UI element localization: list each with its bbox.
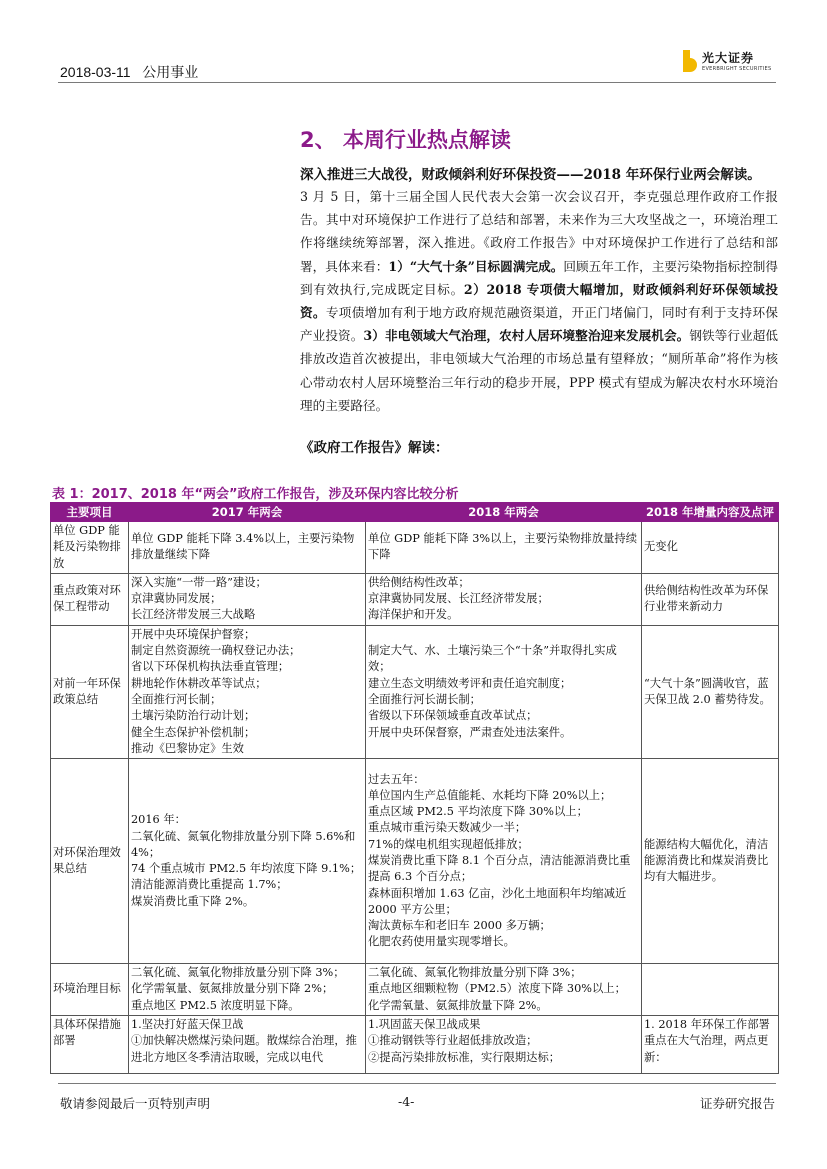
cell-line: 清洁能源消费比重提高 1.7%；	[131, 878, 288, 892]
cell-line: 供给侧结构性改革；	[368, 575, 470, 589]
cell-comment	[642, 522, 779, 574]
cell-line: 74 个重点城市 PM2.5 年均浓度下降 9.1%；	[131, 862, 362, 876]
cell-line: 开展中央环境保护督察；	[131, 627, 256, 641]
cell-comment-text: 能源结构大幅优化，清洁能源消费比和煤炭消费比均有大幅进步。	[644, 837, 769, 884]
cell-line: 二氧化硫、氮氧化物排放量分别下降 5.6%和 4%；	[131, 829, 356, 859]
cell-line: 2016 年：	[131, 813, 186, 827]
cell-line: 森林面积增加 1.63 亿亩，沙化土地面积年均缩减近 2000 平方公里；	[368, 886, 627, 916]
cell-line: 省级以下环保领域垂直改革试点；	[368, 709, 538, 723]
cell-comment-text: 1. 2018 年环保工作部署重点在大气治理，两点更新：	[644, 1018, 770, 1064]
logo-text-cn: 光大证券	[702, 51, 755, 65]
section-title: 2、 本周行业热点解读	[300, 128, 511, 152]
cell-line: 二氧化硫、氮氧化物排放量分别下降 3%；	[131, 966, 345, 980]
page-number: -4-	[398, 1094, 415, 1109]
header-date-sector	[60, 62, 198, 82]
cell-line: 化学需氧量、氨氮排放量下降 2%。	[368, 998, 548, 1012]
cell-item	[51, 522, 129, 574]
cell-comment	[642, 1016, 779, 1074]
col-header-comment: 2018 年增量内容及点评	[642, 503, 779, 522]
cell-line: 71%的煤电机组实现超低排放；	[368, 837, 529, 851]
cell-comment	[642, 759, 779, 964]
cell-line: 开展中央环保督察，严肃查处违法案件。	[368, 725, 572, 739]
para-bold-3: 3）非电领域大气治理，农村人居环境整治迎来发展机会。	[363, 328, 690, 344]
cell-line: 过去五年：	[368, 772, 425, 786]
cell-line: 二氧化硫、氮氧化物排放量分别下降 3%；	[368, 966, 582, 980]
para-text-3: 专项债增加有利于地方政府规范融资渠道，开正门堵偏门，同时有利于支持环保产业投资。	[300, 305, 779, 344]
cell-line: 土壤污染防治行动计划；	[131, 709, 256, 723]
para-text-2: 回顾五年工作，主要污染物指标控制得到有效执行,完成既定目标。	[300, 258, 779, 297]
cell-item	[51, 964, 129, 1016]
cell-y2017	[129, 625, 366, 758]
cell-line: 健全生态保护补偿机制；	[131, 725, 256, 739]
cell-line: 京津冀协同发展；	[131, 592, 222, 606]
col-header-2018: 2018 年两会	[366, 503, 642, 522]
cell-y2018	[366, 522, 642, 574]
cell-line: 推动《巴黎协定》生效	[131, 741, 244, 755]
cell-line: 单位国内生产总值能耗、水耗均下降 20%以上；	[368, 788, 612, 802]
logo-mark-icon	[683, 50, 697, 72]
cell-line: 化学需氧量、氨氮排放量分别下降 2%；	[131, 982, 334, 996]
cell-comment-text: 供给侧结构性改革为环保行业带来新动力	[644, 584, 769, 614]
logo-text-en: EVERBRIGHT SECURITIES	[702, 66, 772, 72]
cell-line: ①加快解决燃煤污染问题。散煤综合治理，推进北方地区冬季清洁取暖，完成以电代	[131, 1034, 357, 1064]
comparison-table	[50, 502, 779, 1074]
cell-y2018	[366, 573, 642, 625]
cell-line: 全面推行河长湖长制；	[368, 692, 481, 706]
cell-line: 1.坚决打好蓝天保卫战	[131, 1018, 244, 1032]
cell-y2017	[129, 522, 366, 574]
cell-y2018	[366, 1016, 642, 1074]
cell-line: 制定自然资源统一确权登记办法；	[131, 644, 301, 658]
cell-line: 重点地区细颗粒物（PM2.5）浓度下降 30%以上；	[368, 982, 626, 996]
cell-item-text: 对前一年环保政策总结	[53, 676, 121, 706]
table-row	[51, 625, 779, 758]
cell-item	[51, 625, 129, 758]
cell-comment-text: “大气十条”圆满收官，蓝天保卫战 2.0 蓄势待发。	[644, 676, 771, 706]
cell-comment	[642, 573, 779, 625]
para-bold-2: 2）2018 专项债大幅增加，财政倾斜利好环保领域投资。	[300, 281, 778, 321]
footer-doc-type: 证券研究报告	[700, 1096, 776, 1111]
cell-line: 单位 GDP 能耗下降 3%以上，主要污染物排放量持续下降	[368, 532, 638, 562]
cell-line: ①推动钢铁等行业超低排放改造；	[368, 1034, 538, 1048]
header-divider	[58, 82, 776, 83]
cell-line: 建立生态文明绩效考评和责任追究制度；	[368, 676, 572, 690]
footer-divider	[58, 1083, 776, 1084]
cell-line: 长江经济带发展三大战略	[131, 608, 256, 622]
table-row	[51, 964, 779, 1016]
para-text-1: 3 月 5 日，第十三届全国人民代表大会第一次会议召开，李克强总理作政府工作报告。其中对环境保护工作进行了总结和部署，未来作为三大攻坚战之一，环境治理工作将继续统筹部署，深入推进。《政府工作报告》中对环境保护工作进行了总结和部署，具体来看：	[300, 189, 778, 274]
cell-line: ②提高污染排放标准，实行限期达标；	[368, 1050, 561, 1064]
cell-line: 省以下环保机构执法垂直管理；	[131, 660, 290, 674]
report-label: 《政府工作报告》解读：	[300, 440, 449, 456]
footer-disclaimer: 敬请参阅最后一页特别声明	[60, 1096, 211, 1111]
cell-y2018	[366, 759, 642, 964]
cell-item	[51, 759, 129, 964]
cell-y2018	[366, 964, 642, 1016]
cell-line: 全面推行河长制；	[131, 692, 222, 706]
header-date: 2018-03-11	[60, 64, 131, 80]
table-title: 表 1：2017、2018 年“两会”政府工作报告，涉及环保内容比较分析	[52, 487, 459, 502]
cell-y2017	[129, 573, 366, 625]
cell-y2018	[366, 625, 642, 758]
table-row	[51, 759, 779, 964]
cell-item-text: 具体环保措施部署	[53, 1018, 121, 1048]
cell-item-text: 单位 GDP 能耗及污染物排放	[53, 524, 121, 570]
cell-item-text: 重点政策对环保工程带动	[53, 584, 121, 614]
col-header-2017: 2017 年两会	[129, 503, 366, 522]
body-paragraph	[300, 185, 778, 417]
table-row	[51, 1016, 779, 1074]
cell-item	[51, 573, 129, 625]
cell-y2017	[129, 1016, 366, 1074]
para-bold-1: 1）“大气十条”目标圆满完成。	[388, 258, 564, 274]
cell-line: 化肥农药使用量实现零增长。	[368, 935, 515, 949]
cell-item-text: 环境治理目标	[53, 982, 121, 996]
cell-line: 制定大气、水、土壤污染三个“十条”并取得扎实成效；	[368, 644, 617, 674]
para-text-4: 钢铁等行业超低排放改造首次被提出，非电领域大气治理的市场总量有望释放；“厕所革命”将作为核心带动农村人居环境整治三年行动的稳步开展，PPP 模式有望成为解决农村水环境治理的主要路径。	[300, 328, 779, 413]
cell-comment	[642, 625, 779, 758]
cell-item-text: 对环保治理效果总结	[53, 845, 121, 876]
cell-line: 煤炭消费比重下降 8.1 个百分点，清洁能源消费比重提高 6.3 个百分点；	[368, 854, 631, 884]
cell-line: 单位 GDP 能耗下降 3.4%以上，主要污染物排放量继续下降	[131, 532, 355, 562]
cell-line: 京津冀协同发展、长江经济带发展；	[368, 592, 549, 606]
cell-line: 重点地区 PM2.5 浓度明显下降。	[131, 998, 300, 1012]
cell-y2017	[129, 759, 366, 964]
cell-line: 深入实施“一带一路”建设；	[131, 575, 267, 589]
cell-line: 重点城市重污染天数减少一半；	[368, 821, 527, 835]
table-row	[51, 522, 779, 574]
section-subheading: 深入推进三大战役，财政倾斜利好环保投资——2018 年环保行业两会解读。	[300, 167, 761, 183]
cell-line: 海洋保护和开发。	[368, 608, 459, 622]
cell-line: 1.巩固蓝天保卫战成果	[368, 1018, 481, 1032]
cell-comment-text: 无变化	[644, 540, 678, 554]
cell-line: 耕地轮作休耕改革等试点；	[131, 676, 267, 690]
cell-item	[51, 1016, 129, 1074]
cell-line: 重点区域 PM2.5 平均浓度下降 30%以上；	[368, 805, 588, 819]
table-row	[51, 573, 779, 625]
cell-line: 淘汰黄标车和老旧车 2000 多万辆；	[368, 919, 551, 933]
header-sector: 公用事业	[142, 64, 199, 80]
col-header-item: 主要项目	[51, 503, 129, 522]
company-logo	[683, 49, 771, 72]
cell-line: 煤炭消费比重下降 2%。	[131, 894, 255, 908]
table-header-row	[51, 503, 779, 522]
cell-comment	[642, 964, 779, 1016]
cell-y2017	[129, 964, 366, 1016]
